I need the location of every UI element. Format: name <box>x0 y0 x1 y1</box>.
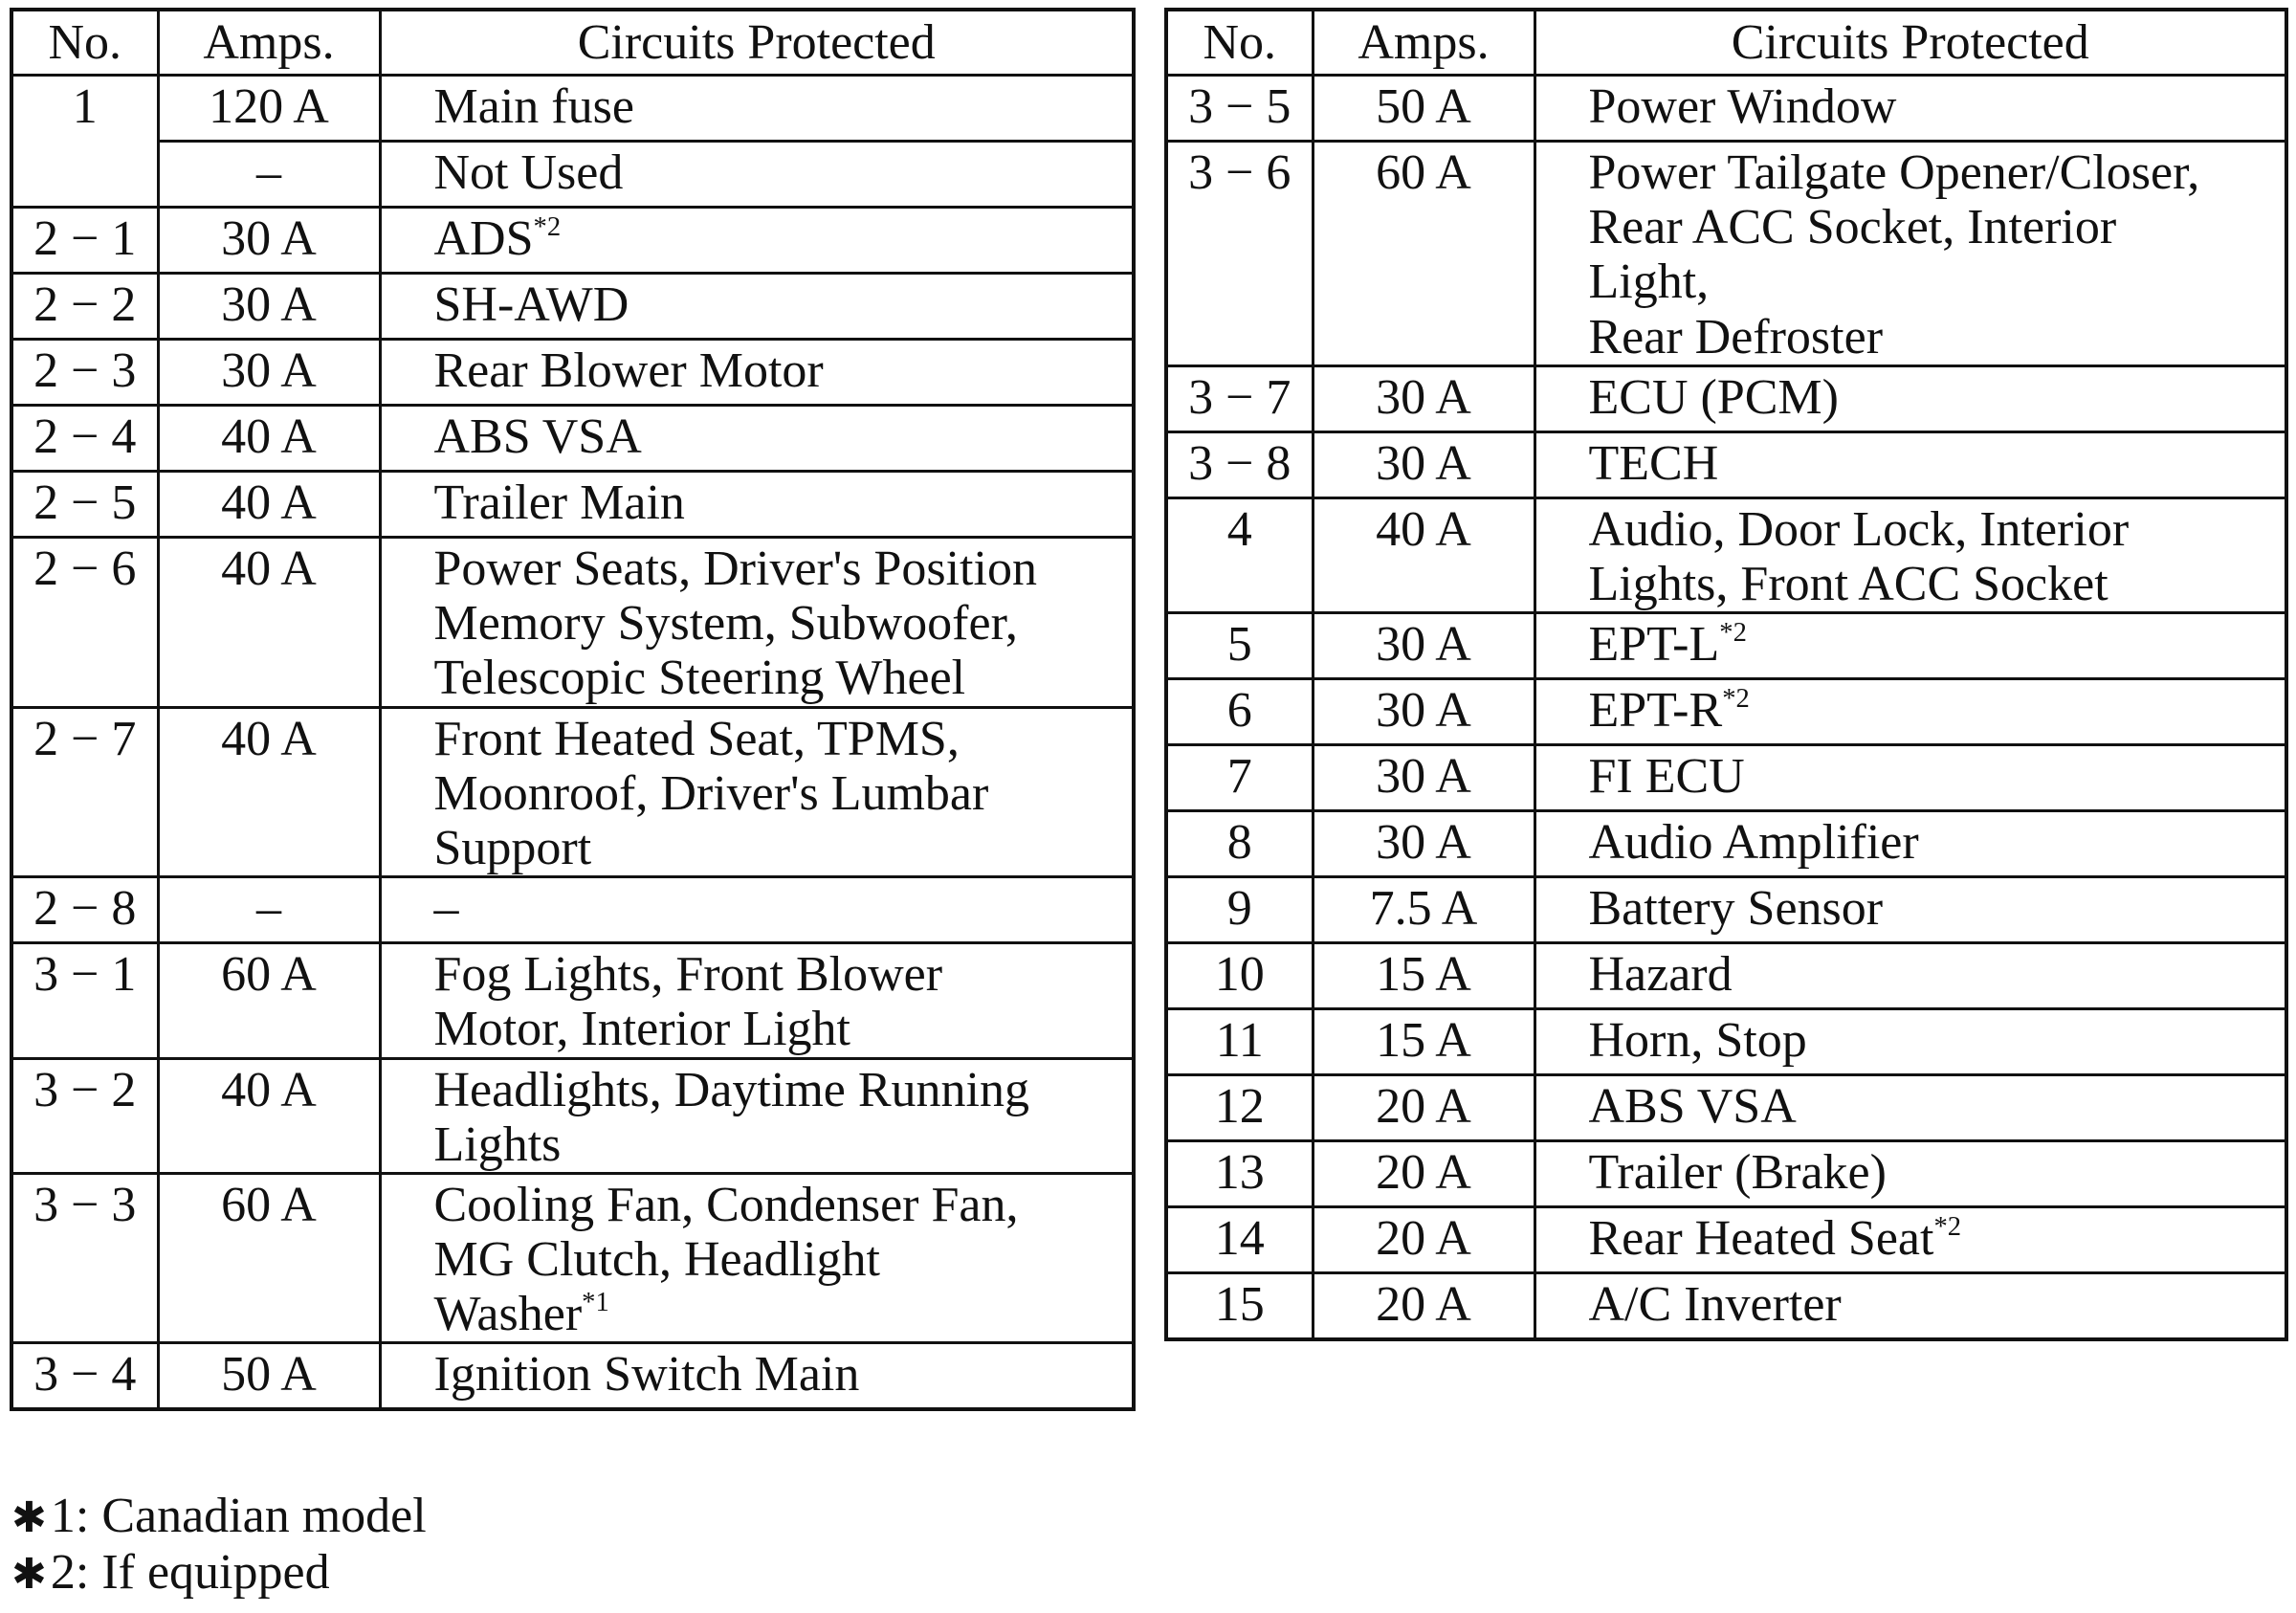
circuits-protected <box>380 406 1134 472</box>
footnote-marker: *1 <box>582 1288 609 1318</box>
circuit-text: EPT-R <box>1588 683 1723 739</box>
circuit-text: Trailer Main <box>433 475 685 530</box>
circuit-text: Rear Heated Seat <box>1588 1211 1934 1267</box>
fuse-amps: 20 A <box>1313 1075 1534 1141</box>
fuse-number: 3 − 1 <box>11 943 158 1058</box>
fuse-amps: 40 A <box>158 472 380 538</box>
circuit-text: Power Tailgate Opener/Closer, Rear ACC Socket, Interior Light, Rear Defroster <box>1588 145 2200 365</box>
circuits-protected <box>380 142 1134 208</box>
fuse-number: 3 − 2 <box>11 1058 158 1173</box>
circuits-protected <box>1534 76 2286 142</box>
fuse-amps: 30 A <box>1313 431 1534 497</box>
table-row <box>1166 1273 2286 1340</box>
fuse-amps: – <box>158 877 380 943</box>
fuse-amps: 40 A <box>158 406 380 472</box>
fuse-amps: 20 A <box>1313 1141 1534 1207</box>
fuse-number: 2 − 8 <box>11 877 158 943</box>
fuse-amps: 30 A <box>1313 613 1534 679</box>
circuit-text: ABS VSA <box>433 409 642 464</box>
table-row <box>1166 1141 2286 1207</box>
fuse-amps: 40 A <box>158 707 380 877</box>
table-row <box>1166 497 2286 612</box>
circuits-protected <box>1534 811 2286 877</box>
table-row <box>11 877 1134 943</box>
header-no: No. <box>1166 10 1313 76</box>
circuit-text: Main fuse <box>433 79 634 134</box>
circuit-text: Audio, Door Lock, Interior Lights, Front ACC Socket <box>1588 501 2130 611</box>
table-row <box>11 340 1134 406</box>
fuse-table-right <box>1164 8 2288 1341</box>
table-row <box>11 707 1134 877</box>
circuits-protected <box>1534 1273 2286 1340</box>
fuse-number: 11 <box>1166 1009 1313 1075</box>
header-circuits: Circuits Protected <box>380 10 1134 76</box>
fuse-number: 9 <box>1166 877 1313 943</box>
fuse-number: 2 − 3 <box>11 340 158 406</box>
fuse-number: 3 − 7 <box>1166 365 1313 431</box>
header-amps: Amps. <box>1313 10 1534 76</box>
fuse-table-left <box>10 8 1136 1411</box>
header-row <box>1166 10 2286 76</box>
circuits-protected <box>380 1173 1134 1343</box>
circuits-protected <box>1534 1141 2286 1207</box>
fuse-amps: 30 A <box>158 274 380 340</box>
fuse-amps: 40 A <box>1313 497 1534 612</box>
fuse-amps: 30 A <box>1313 811 1534 877</box>
fuse-amps: 7.5 A <box>1313 877 1534 943</box>
fuse-number: 12 <box>1166 1075 1313 1141</box>
circuit-text: – <box>433 881 459 937</box>
header-amps: Amps. <box>158 10 380 76</box>
circuit-text: Fog Lights, Front Blower Motor, Interior Light <box>433 947 943 1057</box>
circuit-text: SH-AWD <box>433 277 629 332</box>
circuit-text: Power Seats, Driver's Position Memory System, Subwoofer, Telescopic Steering Wheel <box>433 541 1037 706</box>
circuits-protected <box>380 943 1134 1058</box>
circuits-protected <box>380 208 1134 274</box>
circuits-protected <box>1534 877 2286 943</box>
circuit-text: A/C Inverter <box>1588 1277 1842 1333</box>
table-row <box>1166 1009 2286 1075</box>
fuse-amps: 60 A <box>158 1173 380 1343</box>
circuits-protected <box>380 1058 1134 1173</box>
fuse-amps: 20 A <box>1313 1207 1534 1273</box>
footnote-marker: *2 <box>533 211 562 242</box>
table-row <box>1166 745 2286 811</box>
circuit-text: Trailer (Brake) <box>1588 1145 1887 1201</box>
table-row <box>11 1173 1134 1343</box>
table-row <box>11 943 1134 1058</box>
fuse-amps: 15 A <box>1313 943 1534 1009</box>
fuse-number: 13 <box>1166 1141 1313 1207</box>
circuits-protected <box>1534 365 2286 431</box>
circuits-protected <box>1534 497 2286 612</box>
circuits-protected <box>1534 613 2286 679</box>
fuse-number: 2 − 7 <box>11 707 158 877</box>
fuse-amps: 30 A <box>158 208 380 274</box>
table-row <box>1166 365 2286 431</box>
circuit-text: Not Used <box>433 145 624 200</box>
footnote <box>11 1489 427 1545</box>
fuse-amps: 60 A <box>1313 142 1534 366</box>
circuits-protected <box>1534 745 2286 811</box>
table-row <box>11 208 1134 274</box>
circuit-text: FI ECU <box>1588 749 1745 805</box>
circuit-text: Front Heated Seat, TPMS, Moonroof, Driver's Lumbar Support <box>433 711 989 875</box>
circuits-protected <box>1534 431 2286 497</box>
circuit-text: ADS <box>433 211 534 266</box>
fuse-number: 2 − 1 <box>11 208 158 274</box>
circuits-protected <box>380 274 1134 340</box>
fuse-amps: 120 A <box>158 76 380 142</box>
fuse-number: 2 − 2 <box>11 274 158 340</box>
table-row <box>11 76 1134 142</box>
table-row <box>11 538 1134 708</box>
fuse-number: 8 <box>1166 811 1313 877</box>
table-row <box>1166 76 2286 142</box>
fuse-number: 6 <box>1166 679 1313 745</box>
circuits-protected <box>1534 142 2286 366</box>
table-row <box>11 406 1134 472</box>
table-row <box>11 1343 1134 1410</box>
circuit-text: ECU (PCM) <box>1588 369 1839 425</box>
fuse-number: 15 <box>1166 1273 1313 1340</box>
circuits-protected <box>380 538 1134 708</box>
circuits-protected <box>1534 1075 2286 1141</box>
circuit-text: Headlights, Daytime Running Lights <box>433 1062 1029 1172</box>
fuse-number: 4 <box>1166 497 1313 612</box>
table-row <box>1166 142 2286 366</box>
circuit-text: Horn, Stop <box>1588 1013 1807 1069</box>
fuse-number: 1 <box>11 76 158 208</box>
circuit-text: Cooling Fan, Condenser Fan, MG Clutch, Headlight Washer <box>433 1177 1019 1342</box>
circuits-protected <box>1534 943 2286 1009</box>
footnote <box>11 1545 427 1602</box>
header-row <box>11 10 1134 76</box>
footnotes <box>11 1489 427 1602</box>
header-circuits: Circuits Protected <box>1534 10 2286 76</box>
fuse-number: 3 − 5 <box>1166 76 1313 142</box>
fuse-amps: 20 A <box>1313 1273 1534 1340</box>
footnote-marker: *2 <box>1722 684 1750 715</box>
fuse-amps: 30 A <box>1313 365 1534 431</box>
footnote-text: 2: If equipped <box>50 1544 330 1600</box>
header-no: No. <box>11 10 158 76</box>
circuit-text: Battery Sensor <box>1588 881 1884 937</box>
circuit-text: Rear Blower Motor <box>433 343 824 398</box>
fuse-amps: 50 A <box>158 1343 380 1410</box>
fuse-number: 10 <box>1166 943 1313 1009</box>
circuits-protected <box>380 76 1134 142</box>
fuse-amps: 15 A <box>1313 1009 1534 1075</box>
table-row <box>11 472 1134 538</box>
circuit-text: Power Window <box>1588 79 1897 134</box>
fuse-number: 7 <box>1166 745 1313 811</box>
fuse-number: 3 − 6 <box>1166 142 1313 366</box>
footnote-text: 1: Canadian model <box>50 1489 427 1543</box>
circuits-protected <box>380 707 1134 877</box>
circuit-text: EPT-L <box>1588 617 1720 673</box>
fuse-amps: 30 A <box>158 340 380 406</box>
fuse-number: 3 − 4 <box>11 1343 158 1410</box>
circuit-text: Ignition Switch Main <box>433 1347 860 1403</box>
circuits-protected <box>1534 1009 2286 1075</box>
circuit-text: Hazard <box>1588 947 1733 1003</box>
fuse-amps: 40 A <box>158 1058 380 1173</box>
footnote-marker: *2 <box>1933 1212 1962 1243</box>
circuits-protected <box>1534 1207 2286 1273</box>
table-row <box>1166 1075 2286 1141</box>
circuit-text: Audio Amplifier <box>1588 815 1919 871</box>
fuse-number: 14 <box>1166 1207 1313 1273</box>
fuse-amps: 60 A <box>158 943 380 1058</box>
circuits-protected <box>380 340 1134 406</box>
table-row <box>1166 613 2286 679</box>
table-row <box>11 142 1134 208</box>
circuits-protected <box>380 877 1134 943</box>
fuse-amps: 30 A <box>1313 679 1534 745</box>
table-row <box>11 274 1134 340</box>
table-row <box>1166 1207 2286 1273</box>
fuse-number: 2 − 5 <box>11 472 158 538</box>
table-row <box>1166 877 2286 943</box>
asterisk-icon: ✱ <box>11 1493 47 1542</box>
table-row <box>1166 943 2286 1009</box>
circuits-protected <box>380 472 1134 538</box>
fuse-amps: 40 A <box>158 538 380 708</box>
footnote-marker: *2 <box>1719 618 1747 649</box>
table-row <box>1166 431 2286 497</box>
circuits-protected <box>1534 679 2286 745</box>
table-row <box>1166 679 2286 745</box>
fuse-number: 5 <box>1166 613 1313 679</box>
table-row <box>11 1058 1134 1173</box>
circuit-text: ABS VSA <box>1588 1079 1797 1135</box>
fuse-amps: 50 A <box>1313 76 1534 142</box>
circuit-text: TECH <box>1588 435 1719 491</box>
fuse-number: 2 − 4 <box>11 406 158 472</box>
fuse-number: 3 − 3 <box>11 1173 158 1343</box>
fuse-number: 3 − 8 <box>1166 431 1313 497</box>
fuse-amps: – <box>158 142 380 208</box>
asterisk-icon: ✱ <box>11 1549 47 1599</box>
fuse-number: 2 − 6 <box>11 538 158 708</box>
fuse-amps: 30 A <box>1313 745 1534 811</box>
circuits-protected <box>380 1343 1134 1410</box>
table-row <box>1166 811 2286 877</box>
